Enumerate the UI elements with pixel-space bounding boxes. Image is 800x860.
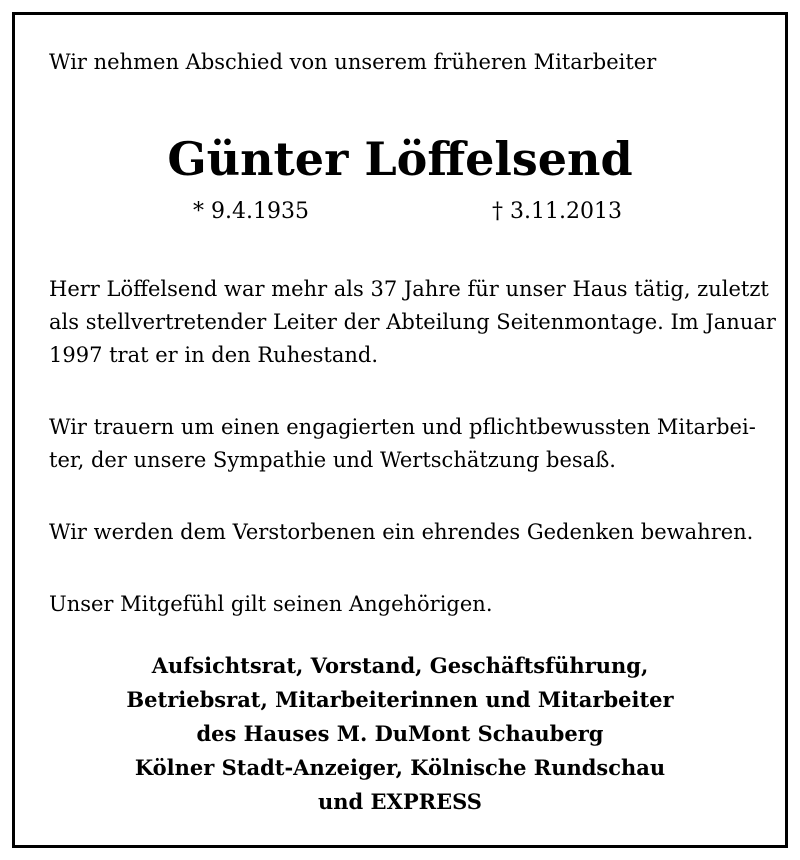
- signature-line: Kölner Stadt-Anzeiger, Kölnische Rundschau: [134, 755, 666, 780]
- intro-text: Wir nehmen Abschied von unserem früheren Mitarbeiter: [49, 50, 657, 74]
- paragraph-line: Wir trauern um einen engagierten und pflichtbewussten Mitarbei-: [49, 415, 756, 439]
- birth-date: * 9.4.1935: [193, 199, 309, 224]
- paragraph-line: Unser Mitgefühl gilt seinen Angehörigen.: [49, 592, 493, 616]
- mourning-paragraph: [49, 411, 756, 477]
- death-date: † 3.11.2013: [492, 199, 622, 224]
- signature-block: [15, 649, 785, 819]
- signature-line: und EXPRESS: [318, 789, 482, 814]
- paragraph-line: Herr Löffelsend war mehr als 37 Jahre für unser Haus tätig, zuletzt: [49, 277, 769, 301]
- remembrance-paragraph: [49, 516, 753, 549]
- paragraph-line: als stellvertretender Leiter der Abteilung Seitenmontage. Im Januar: [49, 310, 776, 334]
- paragraph-line: ter, der unsere Sympathie und Wertschätzung besaß.: [49, 448, 616, 472]
- paragraph-line: 1997 trat er in den Ruhestand.: [49, 343, 379, 367]
- paragraph-line: Wir werden dem Verstorbenen ein ehrendes Gedenken bewahren.: [49, 520, 754, 544]
- signature-line: des Hauses M. DuMont Schauberg: [196, 721, 604, 746]
- signature-line: Betriebsrat, Mitarbeiterinnen und Mitarbeiter: [126, 687, 674, 712]
- condolence-paragraph: [49, 588, 493, 621]
- deceased-name: Günter Löffelsend: [167, 132, 633, 186]
- obituary-notice: [12, 12, 788, 848]
- signature-line: Aufsichtsrat, Vorstand, Geschäftsführung,: [151, 653, 649, 678]
- career-paragraph: [49, 273, 776, 372]
